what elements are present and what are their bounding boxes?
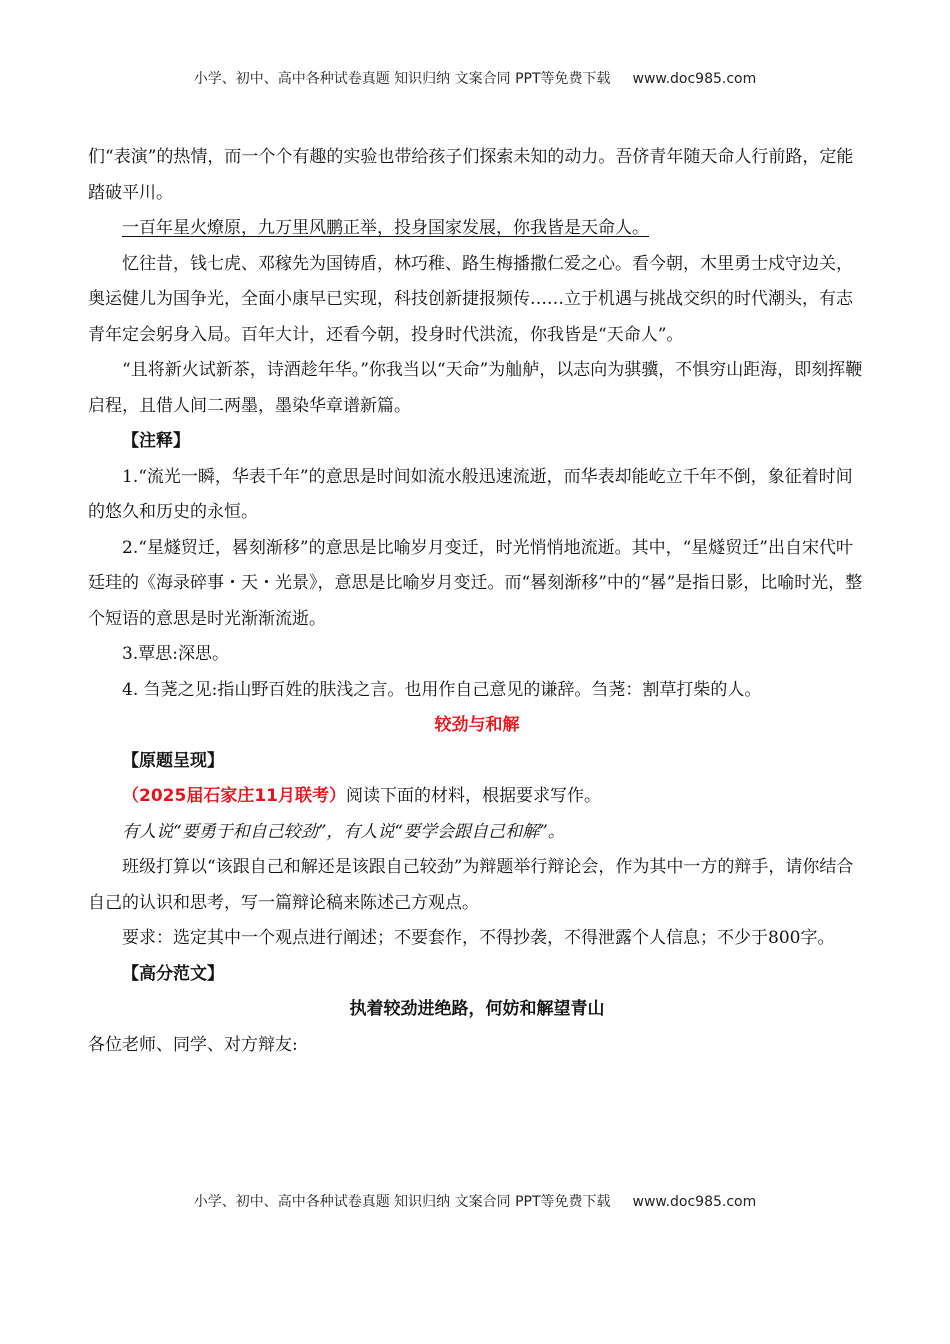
original-question-heading: 【原题呈现】 [122, 750, 224, 771]
essay-greeting: 各位老师、同学、对方辩友: [88, 1034, 298, 1055]
header-site-link[interactable]: www.doc985.com [632, 71, 757, 87]
essay-title: 执着较劲进绝路，何妨和解望青山 [349, 999, 605, 1019]
footer-site-link[interactable]: www.doc985.com [632, 1194, 757, 1210]
sample-essay-heading: 【高分范文】 [122, 963, 224, 984]
page-header [0, 68, 950, 88]
requirements: 要求：选定其中一个观点进行阐述；不要套作，不得抄袭，不得泄露个人信息；不少于800字。 [122, 928, 835, 948]
note-2: 2.“星燧贸迁，晷刻渐移”的意思是比喻岁月变迁，时光悄悄地流逝。其中，“星燧贸迁”出自宋代叶廷珪的《海录碎事・天・光景》，意思是比喻岁月变迁。而“晷刻渐移”中的“晷”是指日影，比喻时光，整个短语的意思是时光渐渐流逝。 [88, 537, 863, 629]
notes-heading: 【注释】 [122, 431, 190, 451]
underlined-sentence: 一百年星火燎原，九万里风鹏正举，投身国家发展，你我皆是天命人。 [122, 218, 649, 238]
prompt-intro: 阅读下面的材料，根据要求写作。 [345, 786, 601, 806]
note-1: 1.“流光一瞬，华表千年”的意思是时间如流水般迅速流逝，而华表却能屹立千年不倒，象征着时间的悠久和历史的永恒。 [88, 466, 853, 522]
paragraph-heroes: 忆往昔，钱七虎、邓稼先为国铸盾，林巧稚、路生梅播撒仁爱之心。看今朝，木里勇士戍守边关，奥运健儿为国争光，全面小康早已实现，科技创新捷报频传……立于机遇与挑战交织的时代潮头，有志青年定会躬身入局。百年大计，还看今朝，投身时代洪流，你我皆是“天命人”。 [88, 253, 853, 345]
question-prompt [88, 779, 866, 815]
header-text: 小学、初中、高中各种试卷真题 知识归纳 文案合同 PPT等免费下载 [193, 71, 611, 87]
note-3: 3.覃思:深思。 [122, 644, 229, 664]
paragraph-conclusion: “且将新火试新茶，诗酒趁年华。”你我当以“天命”为舢舻，以志向为骐骥，不惧穷山距海，即刻挥鞭启程，且借人间二两墨，墨染华章谱新篇。 [88, 360, 863, 416]
note-4: 4. 刍荛之见:指山野百姓的肤浅之言。也用作自己意见的谦辞。刍荛：割草打柴的人。 [122, 679, 762, 700]
footer-text: 小学、初中、高中各种试卷真题 知识归纳 文案合同 PPT等免费下载 [193, 1194, 611, 1210]
question-source: （2025届石家庄11月联考） [122, 786, 346, 806]
paragraph-continuation: 们“表演”的热情，而一个个有趣的实验也带给孩子们探索未知的动力。吾侪青年随天命人行前路，定能踏破平川。 [88, 147, 854, 203]
task-description: 班级打算以“该跟自己和解还是该跟自己较劲”为辩题举行辩论会，作为其中一方的辩手，请你结合自己的认识和思考，写一篇辩论稿来陈述己方观点。 [88, 857, 854, 913]
document-body [88, 140, 866, 1063]
page-footer [0, 1191, 950, 1211]
section-title: 较劲与和解 [434, 715, 520, 735]
material-quote: 有人说“要勇于和自己较劲”，有人说“要学会跟自己和解”。 [122, 821, 565, 842]
